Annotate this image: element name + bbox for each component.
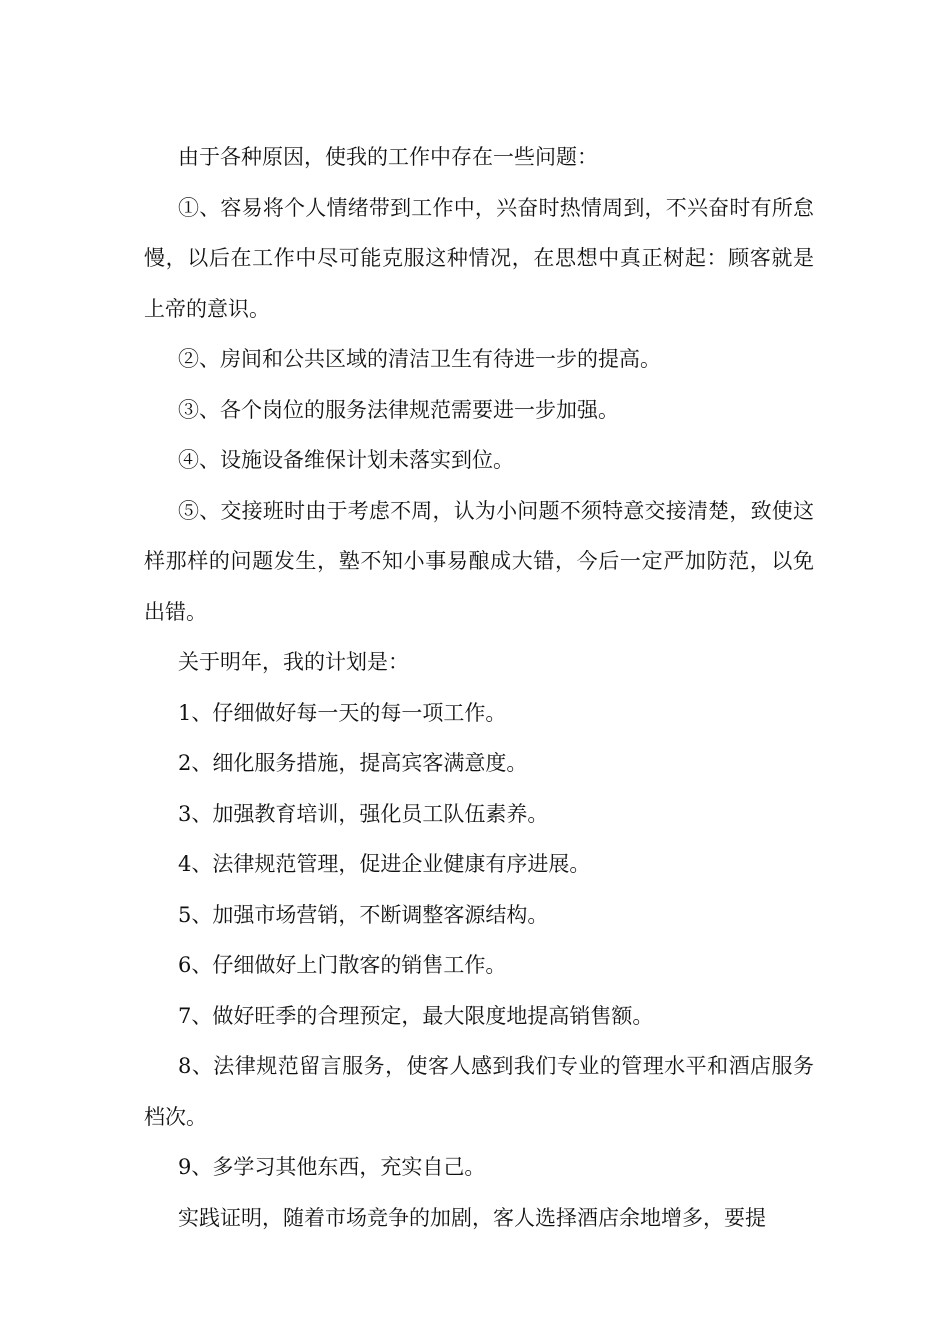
paragraph-problem-5: ⑤、交接班时由于考虑不周，认为小问题不须特意交接清楚，致使这样那样的问题发生，塾不知小事易酿成大错，今后一定严加防范，以免出错。: [144, 498, 814, 624]
paragraph-intro-plan: 关于明年，我的计划是：: [178, 650, 409, 674]
paragraph-plan-4: 4、法律规范管理，促进企业健康有序进展。: [178, 852, 591, 876]
paragraph-plan-1: 1、仔细做好每一天的每一项工作。: [178, 700, 507, 725]
paragraph-problem-4: ④、设施设备维保计划未落实到位。: [178, 448, 514, 472]
paragraph-intro-problems: 由于各种原因，使我的工作中存在一些问题：: [178, 145, 598, 169]
paragraph-conclusion: 实践证明，随着市场竞争的加剧，客人选择酒店余地增多，要提: [178, 1205, 766, 1230]
paragraph-plan-7: 7、做好旺季的合理预定，最大限度地提高销售额。: [178, 1003, 654, 1028]
paragraph-problem-3: ③、各个岗位的服务法律规范需要进一步加强。: [178, 397, 619, 422]
paragraph-plan-2: 2、细化服务措施，提高宾客满意度。: [178, 751, 528, 775]
paragraph-plan-8: 8、法律规范留言服务，使客人感到我们专业的管理水平和酒店服务档次。: [144, 1054, 814, 1129]
paragraph-plan-3: 3、加强教育培训，强化员工队伍素养。: [178, 801, 549, 826]
document-body: [144, 132, 814, 1243]
paragraph-plan-6: 6、仔细做好上门散客的销售工作。: [178, 953, 507, 977]
paragraph-problem-1: ①、容易将个人情绪带到工作中，兴奋时热情周到，不兴奋时有所怠慢，以后在工作中尽可能克服这种情况，在思想中真正树起：顾客就是上帝的意识。: [144, 195, 814, 321]
paragraph-problem-2: ②、房间和公共区域的清洁卫生有待进一步的提高。: [178, 347, 661, 371]
paragraph-plan-5: 5、加强市场营销，不断调整客源结构。: [178, 902, 549, 927]
paragraph-plan-9: 9、多学习其他东西，充实自己。: [178, 1155, 486, 1179]
